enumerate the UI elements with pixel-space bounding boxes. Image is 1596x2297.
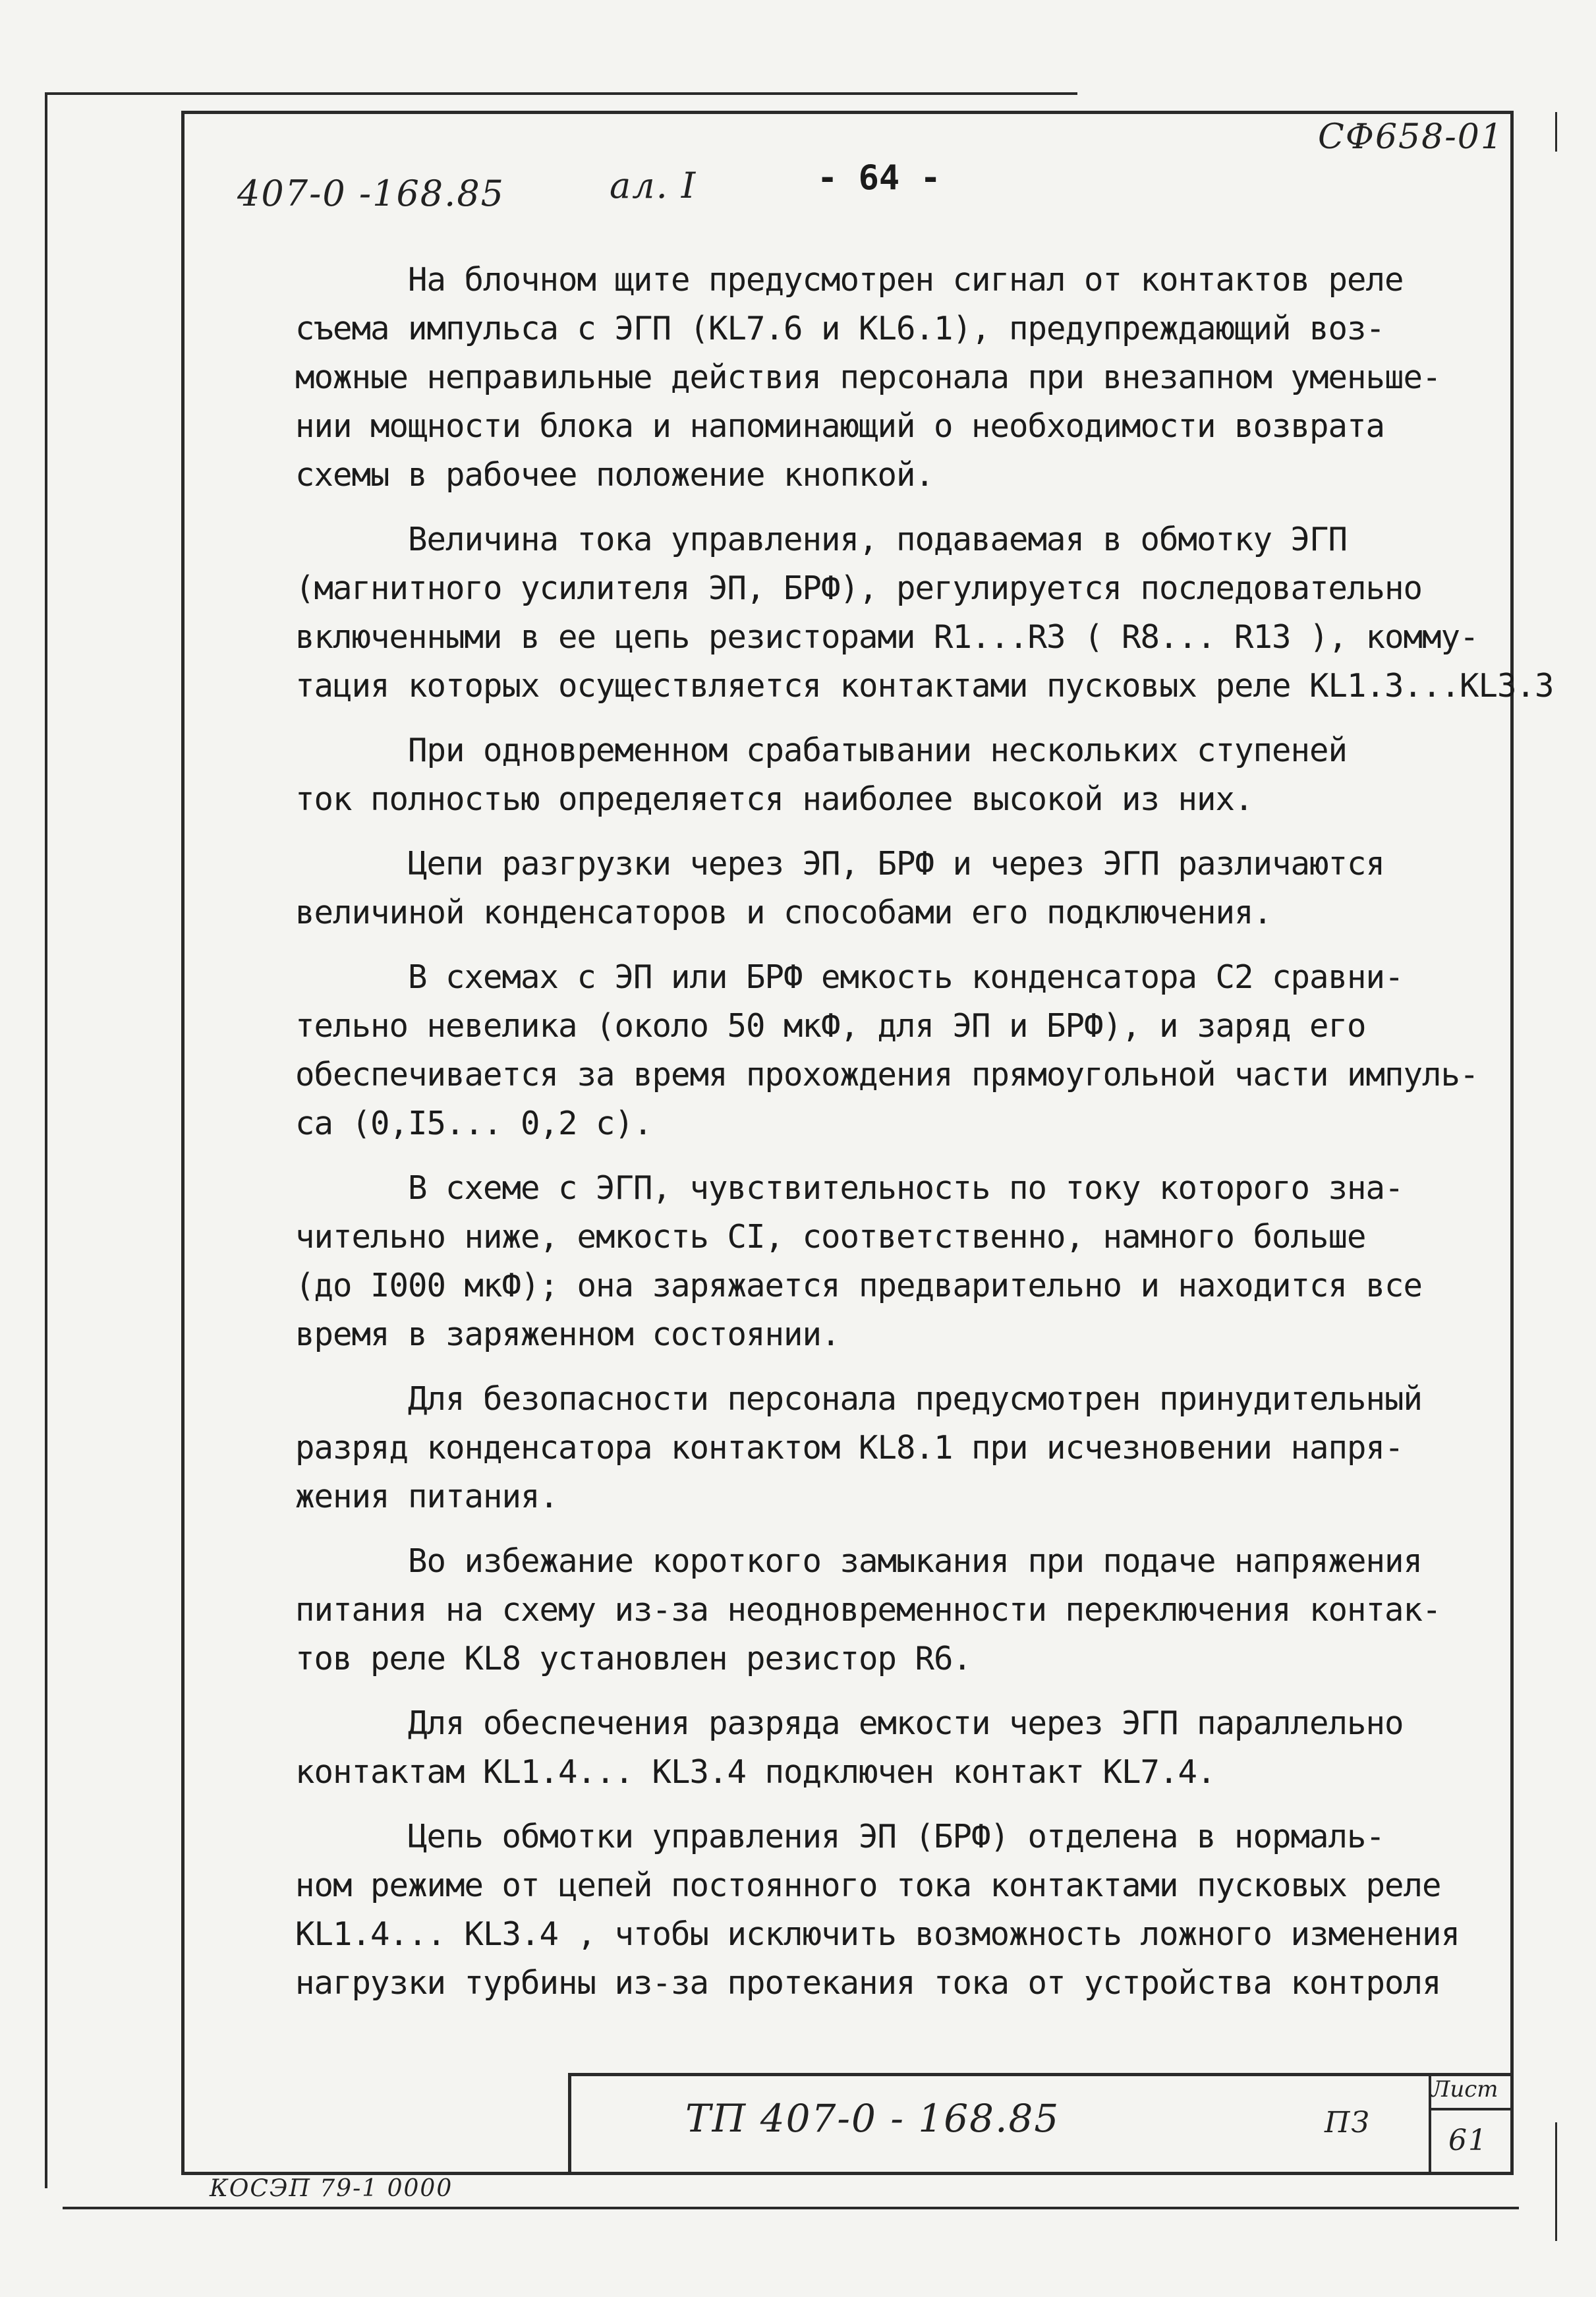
text-line: время в заряженном состоянии. bbox=[295, 1316, 840, 1353]
right-edge-line-lower bbox=[1555, 2122, 1557, 2241]
paragraph bbox=[295, 953, 1514, 1148]
frame-left bbox=[181, 111, 185, 2174]
text-line: ном режиме от цепей постоянного тока контактами пусковых реле bbox=[295, 1867, 1441, 1904]
text-line: Величина тока управления, подаваемая в обмотку ЭГП bbox=[295, 521, 1348, 558]
text-line: В схеме с ЭГП, чувствительность по току которого зна- bbox=[295, 1169, 1404, 1207]
page-bottom-line bbox=[63, 2207, 1519, 2209]
text-line: При одновременном срабатывании нескольких ступеней bbox=[295, 732, 1348, 769]
text-line: нии мощности блока и напоминающий о необходимости возврата bbox=[295, 407, 1385, 445]
text-line: контактам KL1.4... KL3.4 подключен контакт KL7.4. bbox=[295, 1753, 1216, 1791]
title-doc-type: ПЗ bbox=[1325, 2106, 1371, 2139]
doc-code-top-right: СФ658-01 bbox=[1318, 117, 1504, 157]
text-line: (магнитного усилителя ЭП, БРФ), регулируется последовательно bbox=[295, 569, 1423, 607]
title-block-top bbox=[568, 2073, 1512, 2076]
doc-number: 407-0 -168.85 bbox=[237, 173, 505, 214]
paragraph bbox=[295, 1537, 1514, 1683]
text-line: ток полностью определяется наиболее высокой из них. bbox=[295, 780, 1253, 818]
text-line: На блочном щите предусмотрен сигнал от контактов реле bbox=[295, 261, 1404, 299]
archive-code: КОСЭП 79-1 0000 bbox=[210, 2175, 453, 2202]
paragraph bbox=[295, 1164, 1514, 1359]
paragraph bbox=[295, 515, 1554, 711]
top-edge-line bbox=[46, 92, 1077, 95]
paragraph bbox=[295, 1375, 1514, 1521]
paragraph bbox=[295, 1699, 1514, 1797]
text-line: Для обеспечения разряда емкости через ЭГП параллельно bbox=[295, 1704, 1404, 1742]
title-block-sheet-hline bbox=[1429, 2108, 1512, 2110]
text-line: можные неправильные действия персонала при внезапном уменьше- bbox=[295, 359, 1441, 396]
text-line: тов реле KL8 установлен резистор R6. bbox=[295, 1640, 972, 1677]
text-line: величиной конденсаторов и способами его подключения. bbox=[295, 894, 1272, 931]
sheet-number: 61 bbox=[1448, 2124, 1488, 2157]
title-block-left bbox=[568, 2073, 571, 2174]
text-line: Для безопасности персонала предусмотрен принудительный bbox=[295, 1380, 1423, 1418]
paragraph bbox=[295, 1813, 1514, 2008]
text-line: разряд конденсатора контактом KL8.1 при исчезновении напря- bbox=[295, 1429, 1404, 1467]
page-number: - 64 - bbox=[817, 158, 941, 198]
frame-top bbox=[181, 111, 1512, 114]
text-line: питания на схему из-за неодновременности переключения контак- bbox=[295, 1591, 1441, 1629]
text-line: са (0,I5... 0,2 с). bbox=[295, 1105, 652, 1142]
text-line: (до I000 мкФ); она заряжается предварительно и находится все bbox=[295, 1267, 1423, 1304]
text-line: Цепи разгрузки через ЭП, БРФ и через ЭГП различаются bbox=[295, 845, 1385, 883]
text-line: тация которых осуществляется контактами пусковых реле KL1.3...KL3.3 bbox=[295, 667, 1554, 705]
text-line: тельно невелика (около 50 мкФ, для ЭП и БРФ), и заряд его bbox=[295, 1007, 1366, 1045]
text-line: съема импульса с ЭГП (KL7.6 и KL6.1), предупреждающий воз- bbox=[295, 310, 1385, 347]
right-edge-line bbox=[1555, 112, 1557, 152]
text-line: включенными в ее цепь резисторами R1...R3 ( R8... R13 ), комму- bbox=[295, 618, 1479, 656]
text-line: В схемах с ЭП или БРФ емкость конденсатора С2 сравни- bbox=[295, 958, 1404, 996]
text-line: обеспечивается за время прохождения прямоугольной части импуль- bbox=[295, 1056, 1479, 1093]
text-line: KL1.4... KL3.4 , чтобы исключить возможность ложного изменения bbox=[295, 1915, 1460, 1953]
text-line: чительно ниже, емкость СI, соответственно, намного больше bbox=[295, 1218, 1366, 1256]
text-line: нагрузки турбины из-за протекания тока от устройства контроля bbox=[295, 1964, 1441, 2002]
text-line: жения питания. bbox=[295, 1478, 559, 1515]
album-label: ал. I bbox=[610, 165, 697, 206]
text-line: Цепь обмотки управления ЭП (БРФ) отделена в нормаль- bbox=[295, 1818, 1385, 1855]
left-edge-line bbox=[45, 92, 47, 2188]
sheet-label: Лист bbox=[1431, 2076, 1498, 2103]
text-line: схемы в рабочее положение кнопкой. bbox=[295, 456, 934, 494]
paragraph bbox=[295, 726, 1514, 824]
body-text bbox=[295, 256, 1554, 2023]
paragraph bbox=[295, 840, 1514, 937]
title-designation: ТП 407-0 - 168.85 bbox=[685, 2096, 1060, 2141]
paragraph bbox=[295, 256, 1514, 500]
text-line: Во избежание короткого замыкания при подаче напряжения bbox=[295, 1542, 1423, 1580]
